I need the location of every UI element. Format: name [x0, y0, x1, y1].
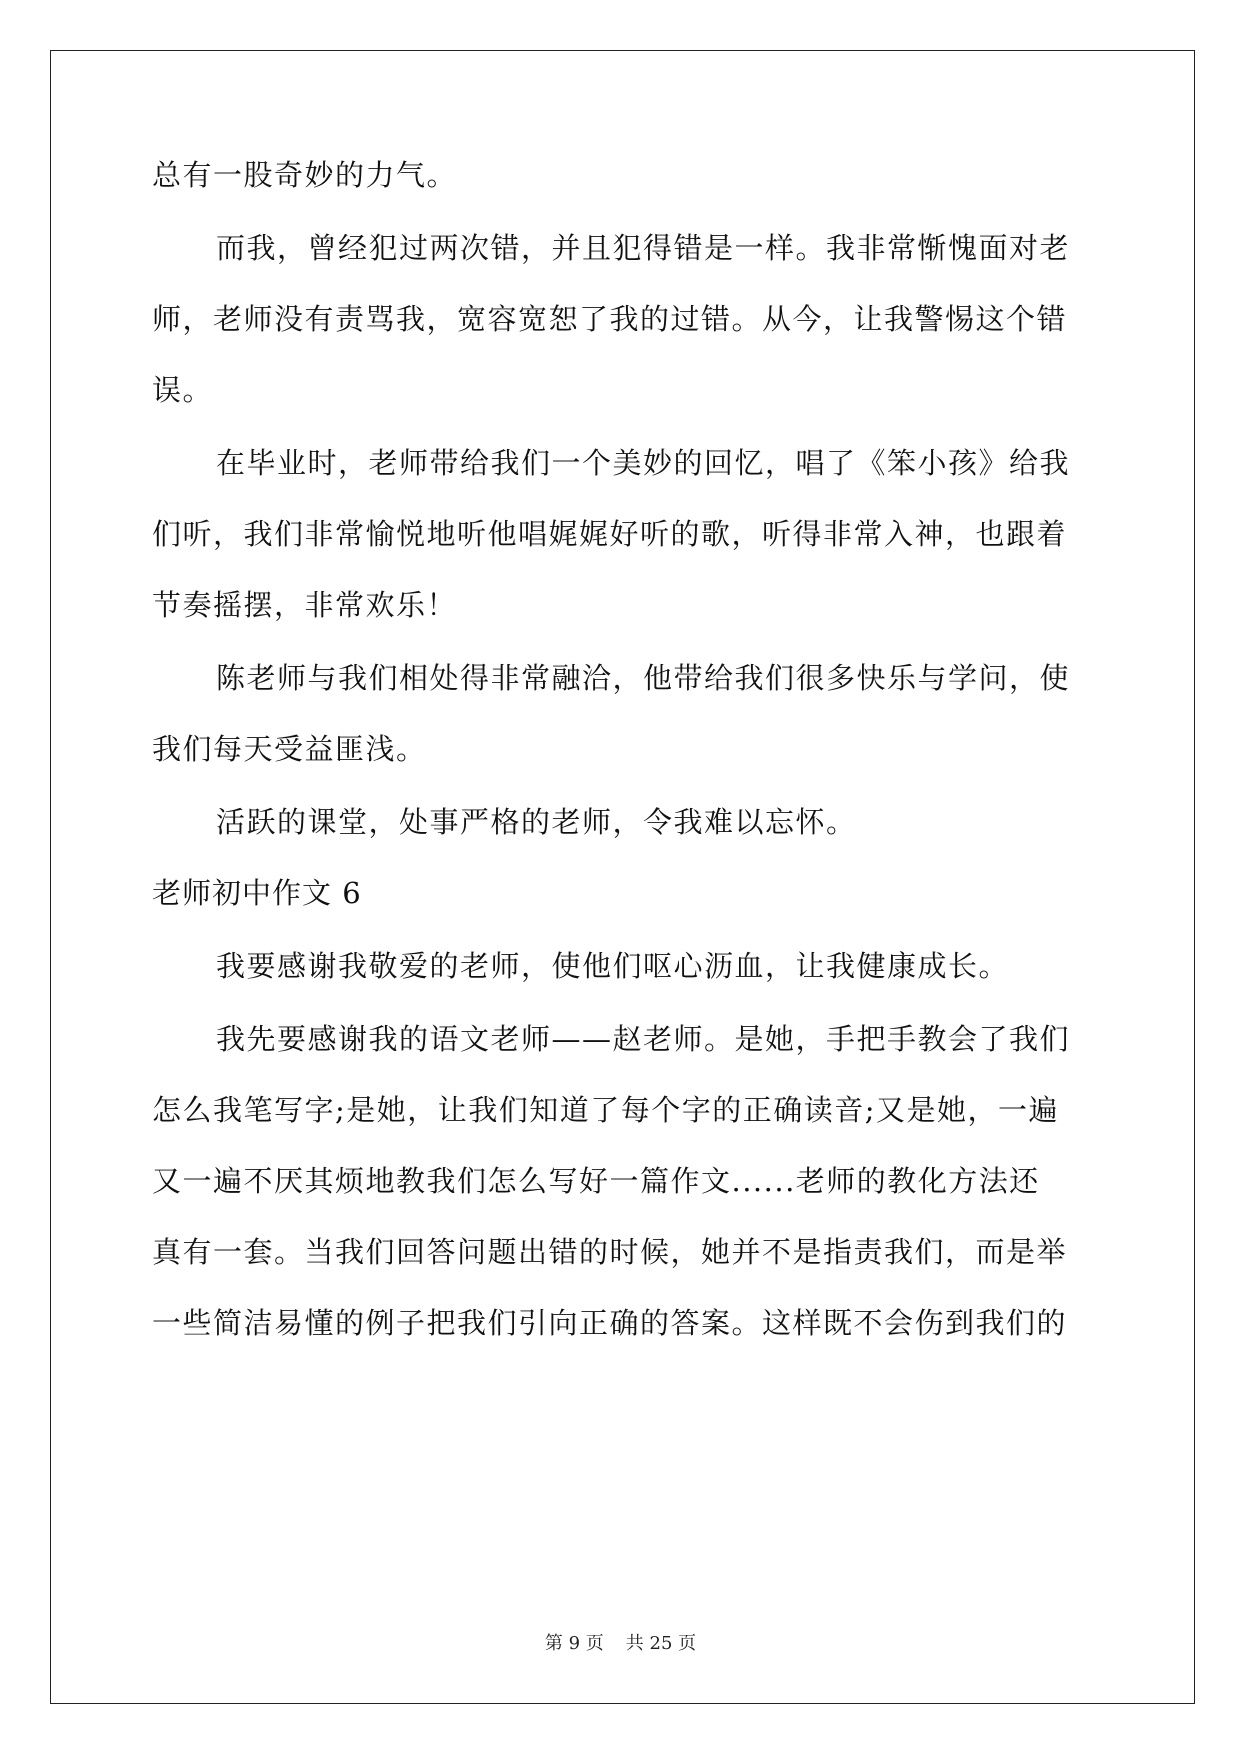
- text-line-7: 节奏摇摆，非常欢乐！: [152, 588, 458, 622]
- text-line-3: 师，老师没有责骂我，宽容宽恕了我的过错。从今，让我警惕这个错: [152, 302, 1068, 336]
- text-line-14: 怎么我笔写字;是她，让我们知道了每个字的正确读音;又是她，一遍: [152, 1093, 1060, 1127]
- paragraph-line-5: 在毕业时，老师带给我们一个美妙的回忆，唱了《笨小孩》给我: [216, 446, 1071, 480]
- page-total: 共 25 页: [625, 1633, 697, 1654]
- text-line-15: 又一遍不厌其烦地教我们怎么写好一篇作文......老师的教化方法还: [152, 1164, 1040, 1198]
- section-heading: 老师初中作文 6: [152, 876, 362, 910]
- paragraph-line-13: 我先要感谢我的语文老师——赵老师。是她，手把手教会了我们: [216, 1022, 1071, 1056]
- text-line-6: 们听，我们非常愉悦地听他唱娓娓好听的歌，听得非常入神，也跟着: [152, 517, 1068, 551]
- text-line-1: 总有一股奇妙的力气。: [152, 158, 458, 192]
- text-line-9: 我们每天受益匪浅。: [152, 732, 427, 766]
- page-footer: [0, 1632, 1241, 1656]
- text-line-16: 真有一套。当我们回答问题出错的时候，她并不是指责我们，而是举: [152, 1235, 1068, 1269]
- text-line-17: 一些简洁易懂的例子把我们引向正确的答案。这样既不会伤到我们的: [152, 1306, 1068, 1340]
- text-line-4: 误。: [152, 373, 214, 407]
- paragraph-line-12: 我要感谢我敬爱的老师，使他们呕心沥血，让我健康成长。: [216, 949, 1010, 983]
- paragraph-line-10: 活跃的课堂，处事严格的老师，令我难以忘怀。: [216, 805, 857, 839]
- paragraph-line-2: 而我，曾经犯过两次错，并且犯得错是一样。我非常惭愧面对老: [216, 231, 1071, 265]
- paragraph-line-8: 陈老师与我们相处得非常融洽，他带给我们很多快乐与学问，使: [216, 661, 1071, 695]
- page-number: 第 9 页: [544, 1633, 604, 1654]
